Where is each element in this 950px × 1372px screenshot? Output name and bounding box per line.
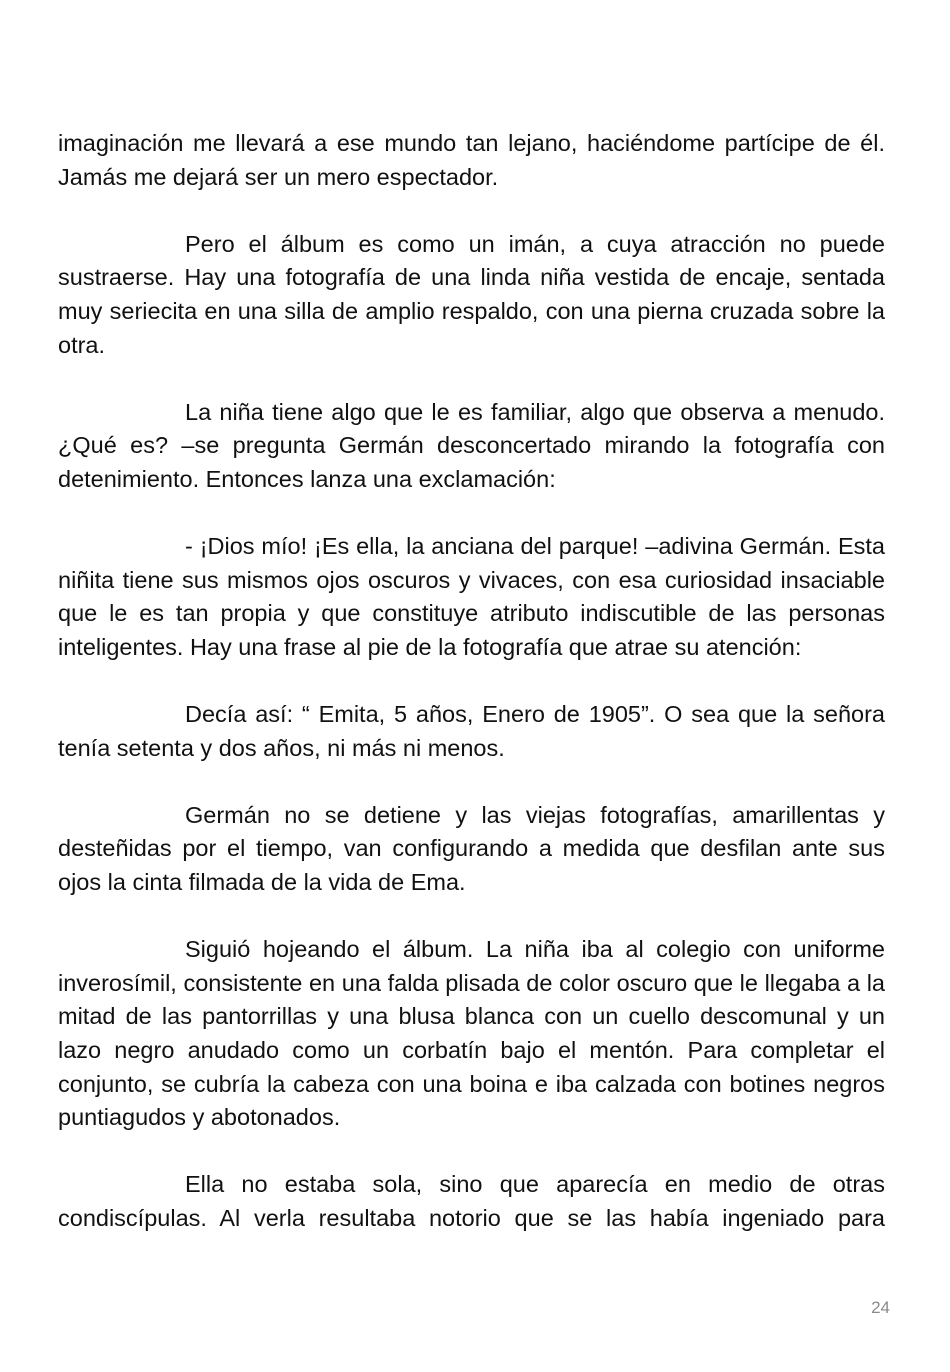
page-number: 24: [871, 1298, 890, 1317]
paragraph-7: Siguió hojeando el álbum. La niña iba al colegio con uniforme inverosímil, consistente en una falda plisada de color oscuro que le llegaba a la mitad de las pantorrillas y una blusa blanca con un cuello descomunal y un lazo negro anudado como un corbatín bajo el mentón. Para completar el conjunto, se cubría la cabeza con una boina e iba calzada con botines negros puntiagudos y abotonados.: [58, 936, 885, 1131]
paragraph-5: Decía así: “ Emita, 5 años, Enero de 1905”. O sea que la señora tenía setenta y dos años, ni más ni menos.: [58, 701, 885, 761]
paragraph-4: - ¡Dios mío! ¡Es ella, la anciana del parque! –adivina Germán. Esta niñita tiene sus mismos ojos oscuros y vivaces, con esa curiosidad insaciable que le es tan propia y que constituye atributo indiscutible de las personas inteligentes. Hay una frase al pie de la fotografía que atrae su atención:: [58, 533, 885, 660]
paragraph-1: imaginación me llevará a ese mundo tan lejano, haciéndome partícipe de él. Jamás me dejará ser un mero espectador.: [58, 130, 885, 190]
paragraph-3: La niña tiene algo que le es familiar, algo que observa a menudo. ¿Qué es? –se pregunta Germán desconcertado mirando la fotografía con detenimiento. Entonces lanza una exclamación:: [58, 398, 885, 492]
paragraph-2: Pero el álbum es como un imán, a cuya atracción no puede sustraerse. Hay una fotografía de una linda niña vestida de encaje, sentada muy seriecita en una silla de amplio respaldo, con una pierna cruzada sobre la otra.: [58, 230, 885, 358]
paragraph-8: Ella no estaba sola, sino que aparecía en medio de otras condiscípulas. Al verla resultaba notorio que se las había ingeniado para: [58, 1171, 885, 1231]
paragraph-6: Germán no se detiene y las viejas fotografías, amarillentas y desteñidas por el tiempo, van configurando a medida que desfilan ante sus ojos la cinta filmada de la vida de Ema.: [58, 801, 885, 896]
page-body: [58, 127, 885, 1236]
